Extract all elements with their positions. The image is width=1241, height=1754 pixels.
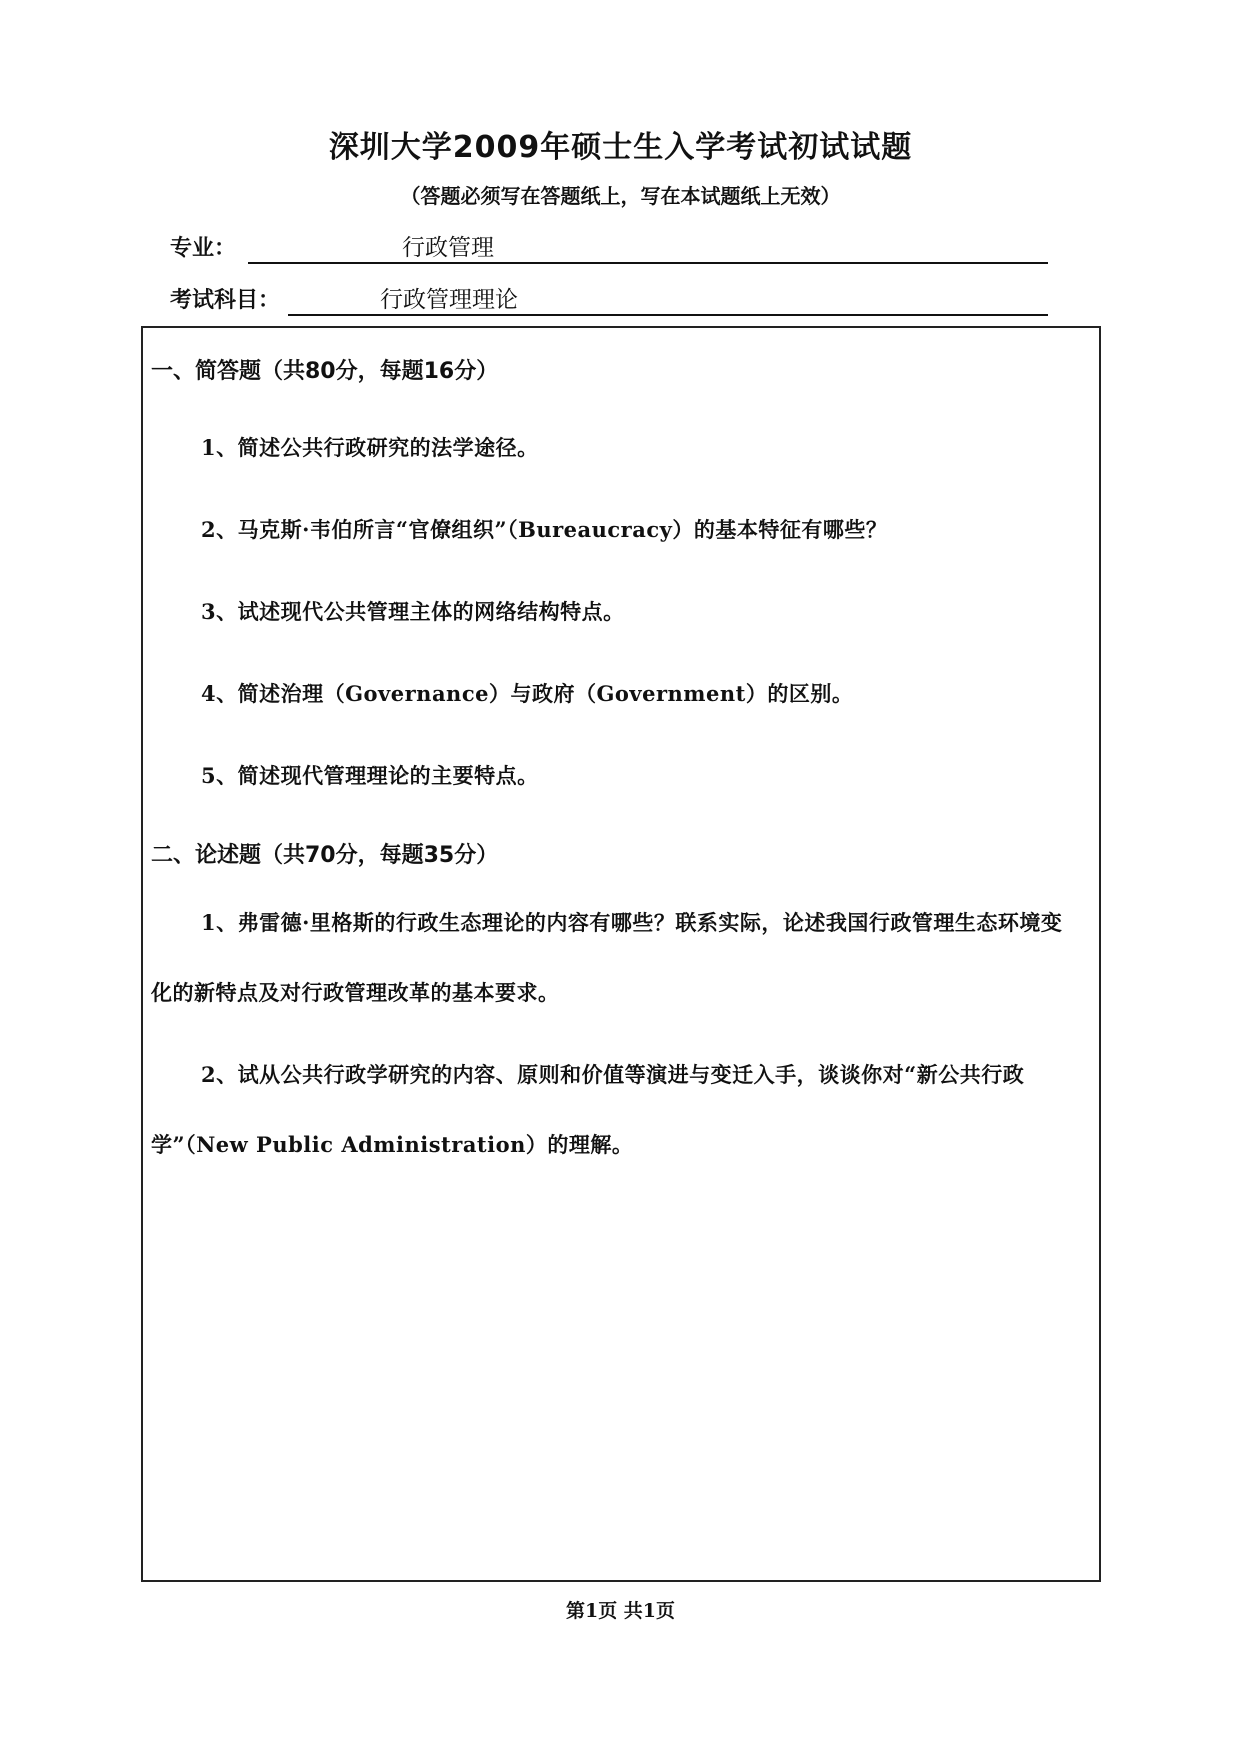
- section-2-heading: 二、论述题（共70分，每题35分）: [151, 843, 499, 868]
- subject-field: [170, 284, 1048, 318]
- subject-label: 考试科目：: [170, 288, 281, 313]
- short-answer-question-4: 4、简述治理（Governance）与政府（Government）的区别。: [201, 681, 854, 706]
- exam-title: 深圳大学2009年硕士生入学考试初试试题: [328, 130, 913, 165]
- subject-underline: [288, 314, 1048, 316]
- essay-question-2: 2、试从公共行政学研究的内容、原则和价值等演进与变迁入手，谈谈你对“新公共行政学”（New Public Administration）的理解。: [151, 1062, 1025, 1157]
- essay-question-1: 1、弗雷德·里格斯的行政生态理论的内容有哪些？联系实际，论述我国行政管理生态环境变化的新特点及对行政管理改革的基本要求。: [151, 910, 1063, 1005]
- short-answer-question-3: 3、试述现代公共管理主体的网络结构特点。: [201, 599, 625, 624]
- question-box: [141, 326, 1101, 1582]
- short-answer-question-2: 2、马克斯·韦伯所言“官僚组织”（Bureaucracy）的基本特征有哪些？: [201, 517, 888, 542]
- exam-instruction: （答题必须写在答题纸上，写在本试题纸上无效）: [400, 184, 841, 208]
- short-answer-question-1: 1、简述公共行政研究的法学途径。: [201, 435, 539, 460]
- major-underline: [248, 262, 1048, 264]
- section-1-heading: 一、简答题（共80分，每题16分）: [151, 359, 499, 384]
- major-field: [170, 232, 1048, 266]
- major-label: 专业：: [170, 236, 237, 261]
- short-answer-question-5: 5、简述现代管理理论的主要特点。: [201, 763, 539, 788]
- page-number: 第1页 共1页: [565, 1600, 676, 1622]
- subject-value: 行政管理理论: [380, 287, 518, 313]
- major-value: 行政管理: [402, 235, 494, 261]
